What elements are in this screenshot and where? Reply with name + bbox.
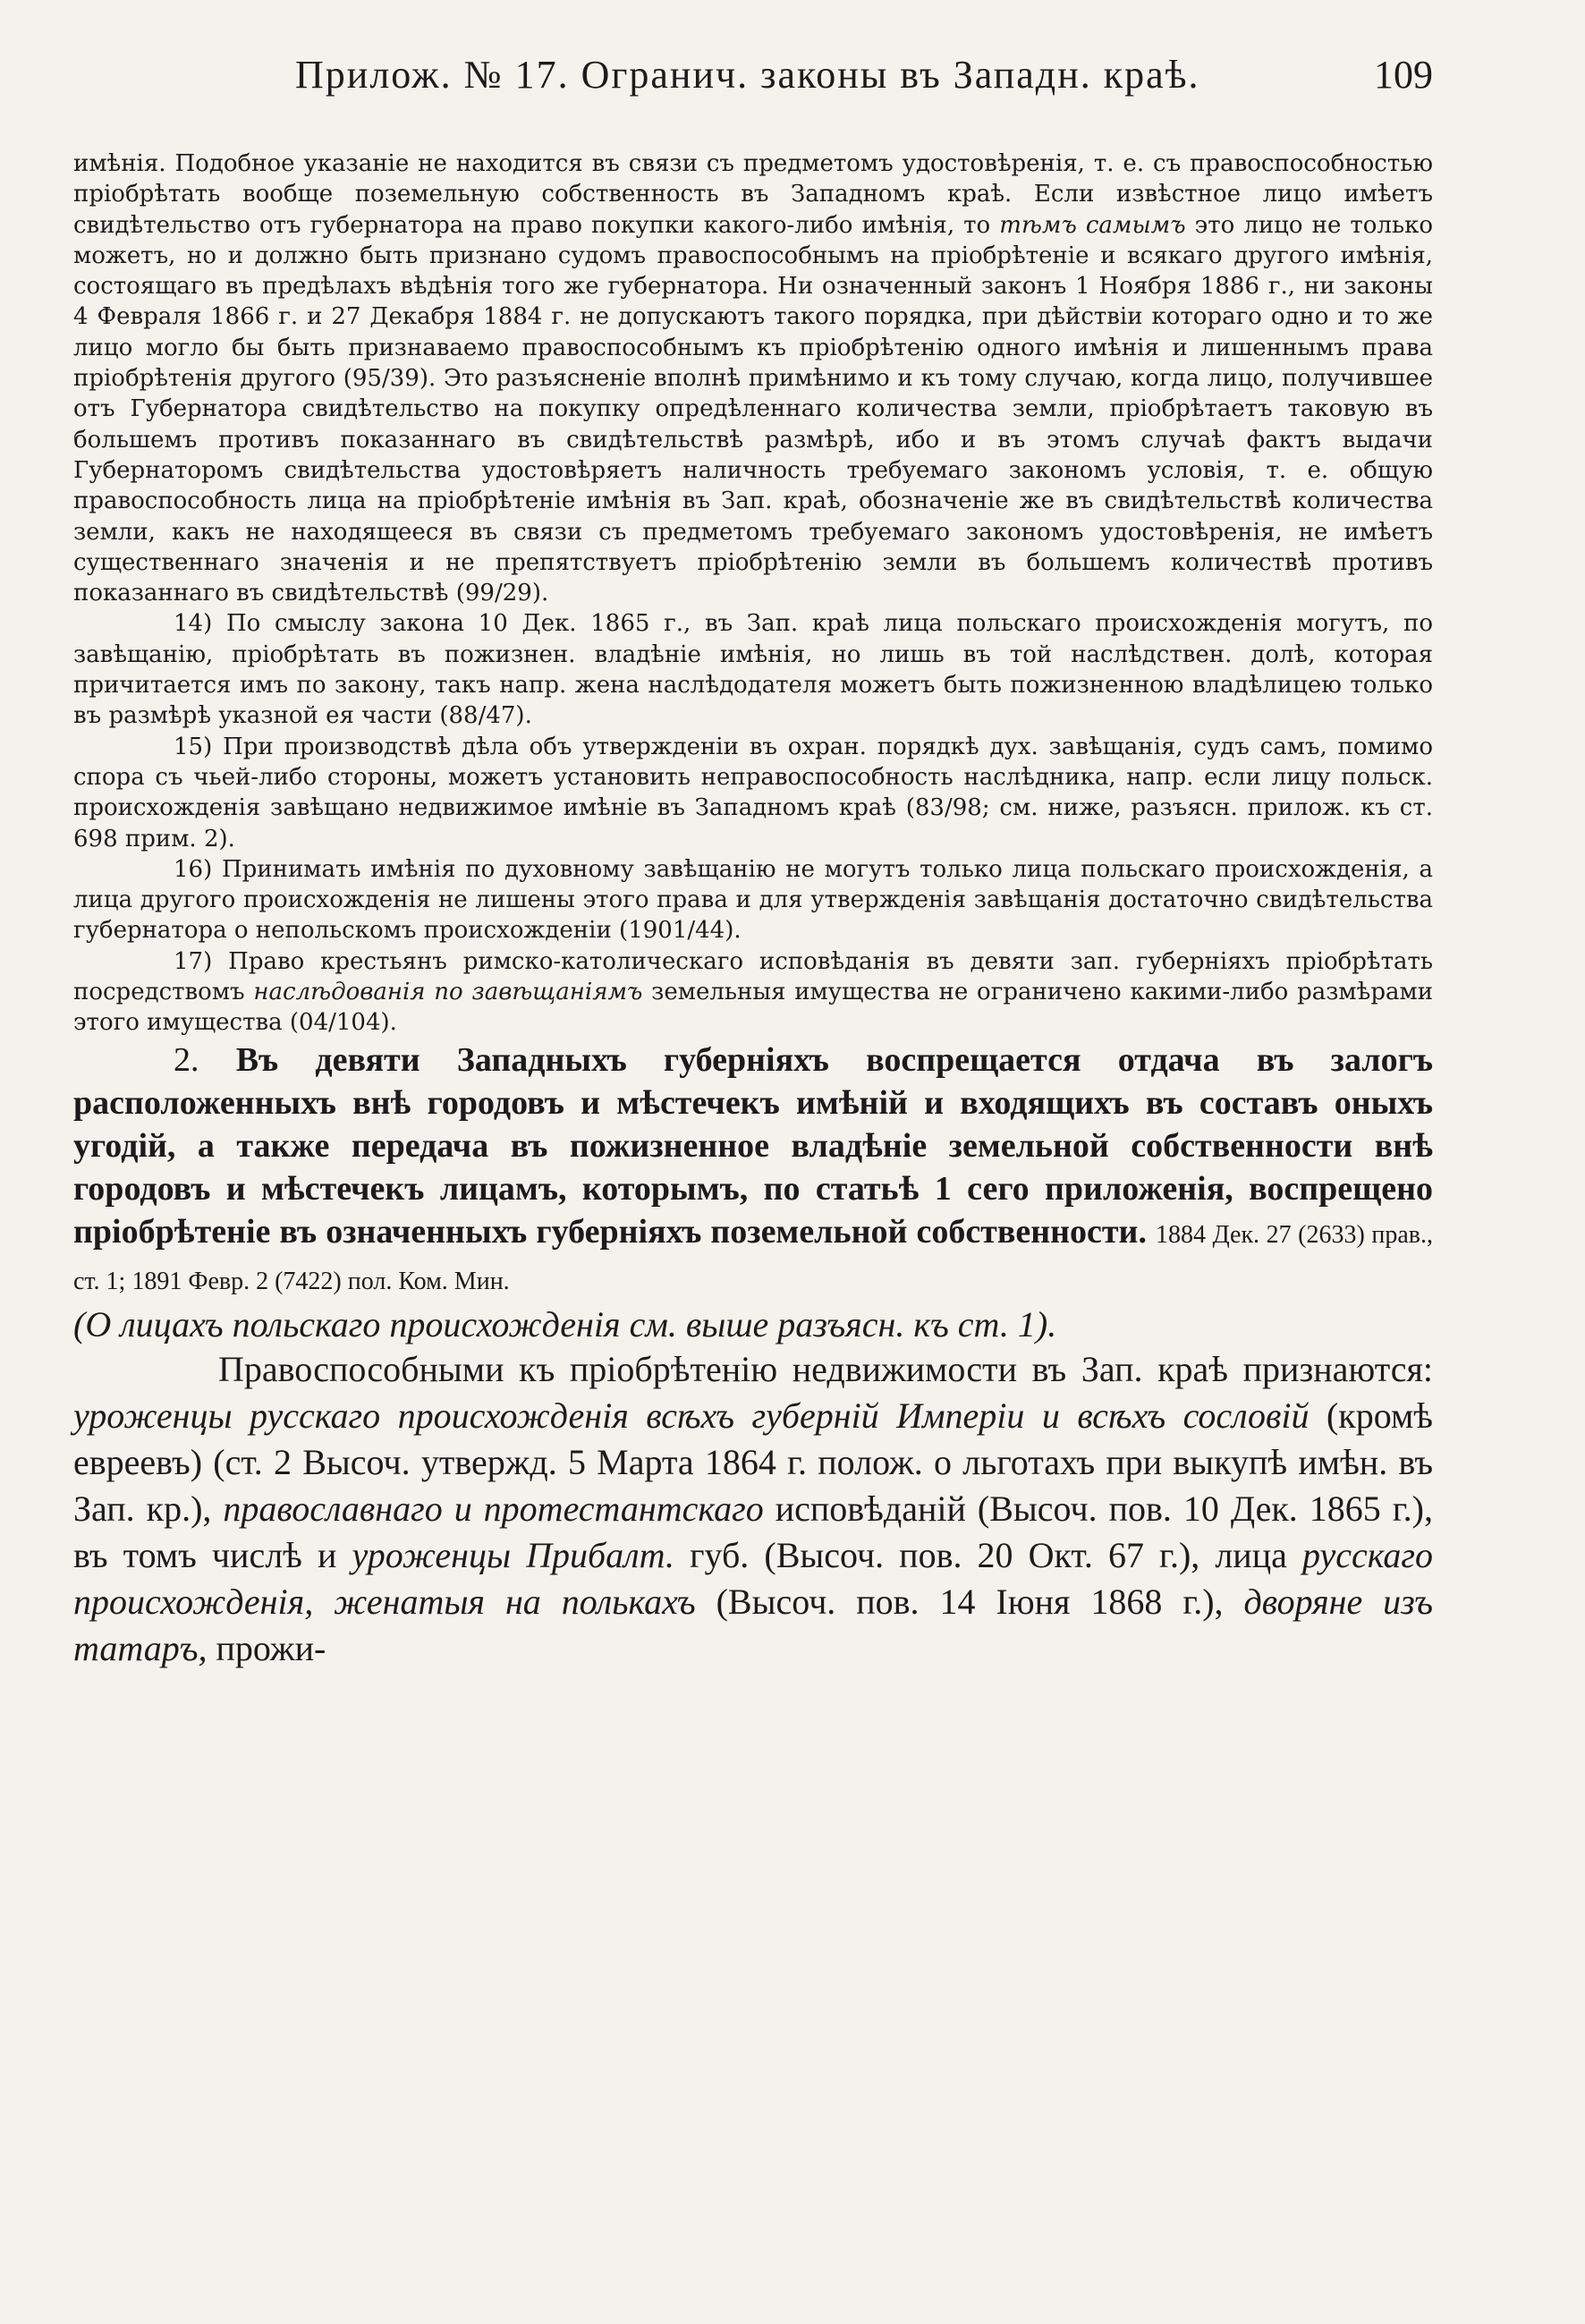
cross-reference-note: (О лицахъ польскаго происхожденія см. выше разъясн. къ ст. 1).: [73, 1303, 1057, 1344]
page-number: 109: [1374, 53, 1433, 97]
section-number: 2.: [174, 1040, 199, 1079]
section-text: Въ девяти Западныхъ губерніяхъ воспрещается отдача въ залогъ расположенныхъ внѣ городовъ и мѣстечекъ имѣній и входящихъ въ составъ оныхъ угодій, а также передача въ пожизненное владѣніе земельной собственности внѣ городовъ и мѣстечекъ лицамъ, которымъ, по статьѣ 1 сего приложенія, воспрещено пріобрѣтеніе въ означенныхъ губерніяхъ поземельной собственности.: [73, 1040, 1434, 1251]
small-print-commentary: [73, 148, 1433, 1039]
emphasis: русскаго происхожденія, женатыя на полькахъ: [73, 1534, 1434, 1622]
commentary-continuation: имѣнія. Подобное указаніе не находится въ связи съ предметомъ удостовѣренія, т. е. съ правоспособностью пріобрѣтать вообще поземельную собственность въ Западномъ краѣ. Если извѣстное лицо имѣетъ свидѣтельство отъ губернатора на право покупки какого-либо имѣнія, то тѣмъ самымъ это лицо не только можетъ, но и должно быть признано судомъ правоспособнымъ на пріобрѣтеніе и всякаго другого имѣнія, состоящаго въ предѣлахъ вѣдѣнія того же губернатора. Ни означенный законъ 1 Ноября 1886 г., ни законы 4 Февраля 1866 г. и 27 Декабря 1884 г. не допускаютъ такого порядка, при дѣйствіи котораго одно и то же лицо могло бы быть признаваемо правоспособнымъ къ пріобрѣтенію одного имѣнія и лишеннымъ права пріобрѣтенія другого (95/39). Это разъясненіе вполнѣ примѣнимо и къ тому случаю, когда лицо, получившее отъ Губернатора свидѣтельство на покупку опредѣленнаго количества земли, пріобрѣтаетъ таковую въ большемъ противъ показаннаго въ свидѣтельствѣ размѣрѣ, ибо и въ этомъ случаѣ фактъ выдачи Губернаторомъ свидѣтельства удостовѣряетъ наличность требуемаго закономъ условія, т. е. общую правоспособность лица на пріобрѣтеніе имѣнія въ Зап. краѣ, обозначеніе же въ свидѣтельствѣ количества земли, какъ не находящееся въ связи съ предметомъ требуемаго закономъ удостовѣренія, не имѣетъ существеннаго значенія и не препятствуетъ пріобрѣтенію земли въ большемъ количествѣ противъ показаннаго въ свидѣтельствѣ (99/29).: [73, 150, 1434, 607]
commentary-item-16: 16) Принимать имѣнія по духовному завѣщанію не могутъ только лица польскаго происхожденія, а лица другого происхожденія не лишены этого права и для утвержденія завѣщанія достаточно свидѣтельства губернатора о непольскомъ происхожденіи (1901/44).: [73, 855, 1433, 945]
explanation-paragraph: Правоспособными къ пріобрѣтенію недвижимости въ Зап. краѣ признаются: уроженцы русскаго происхожденія всѣхъ губерній Имперіи и всѣхъ сословій (кромѣ евреевъ) (ст. 2 Высоч. утвержд. 5 Марта 1864 г. полож. о льготахъ при выкупѣ имѣн. въ Зап. кр.), православнаго и протестантскаго исповѣданій (Высоч. пов. 10 Дек. 1865 г.), въ томъ числѣ и уроженцы Прибалт. губ. (Высоч. пов. 20 Окт. 67 г.), лица русскаго происхожденія, женатыя на полькахъ (Высоч. пов. 14 Іюня 1868 г.), дворяне изъ татаръ, прожи-: [73, 1348, 1434, 1668]
emphasis: тѣмъ самымъ: [999, 211, 1186, 239]
emphasis: уроженцы Прибалт.: [352, 1534, 674, 1575]
main-text: [73, 1039, 1433, 1672]
legal-reference: 1884 Дек. 27 (2633) прав., ст. 1; 1891 Февр. 2 (7422) пол. Ком. Мин.: [73, 1220, 1433, 1295]
emphasis: дворяне изъ татаръ,: [73, 1581, 1434, 1668]
header-title: Прилож. № 17. Огранич. законы въ Западн. краѣ.: [295, 53, 1200, 97]
commentary-item-15: 15) При производствѣ дѣла объ утвержденіи въ охран. порядкѣ дух. завѣщанія, судъ самъ, помимо спора съ чьей-либо стороны, можетъ установить неправоспособность наслѣдника, напр. если лицу польск. происхожденія завѣщано недвижимое имѣніе въ Западномъ краѣ (83/98; см. ниже, разъясн. прилож. къ ст. 698 прим. 2).: [73, 733, 1433, 852]
commentary-item-14: 14) По смыслу закона 10 Дек. 1865 г., въ Зап. краѣ лица польскаго происхожденія могутъ, по завѣщанію, пріобрѣтать въ пожизнен. владѣніе имѣнія, но лишь въ той наслѣдствен. долѣ, которая причитается имъ по закону, такъ напр. жена наслѣдодателя можетъ быть пожизненною владѣлицею только въ размѣрѣ указной ея части (88/47).: [73, 610, 1433, 730]
emphasis: наслѣдованія по завѣщаніямъ: [253, 979, 643, 1006]
emphasis: уроженцы русскаго происхожденія всѣхъ губерній Имперіи и всѣхъ сословій: [73, 1395, 1310, 1436]
emphasis: православнаго и протестантскаго: [223, 1488, 764, 1529]
commentary-item-17: 17) Право крестьянъ римско-католическаго исповѣданія въ девяти зап. губерніяхъ пріобрѣтать посредствомъ наслѣдованія по завѣщаніямъ земельныя имущества не ограничено какими-либо размѣрами этого имущества (04/104).: [73, 947, 1434, 1037]
running-header: [73, 52, 1433, 109]
section-2: [73, 1039, 1433, 1303]
